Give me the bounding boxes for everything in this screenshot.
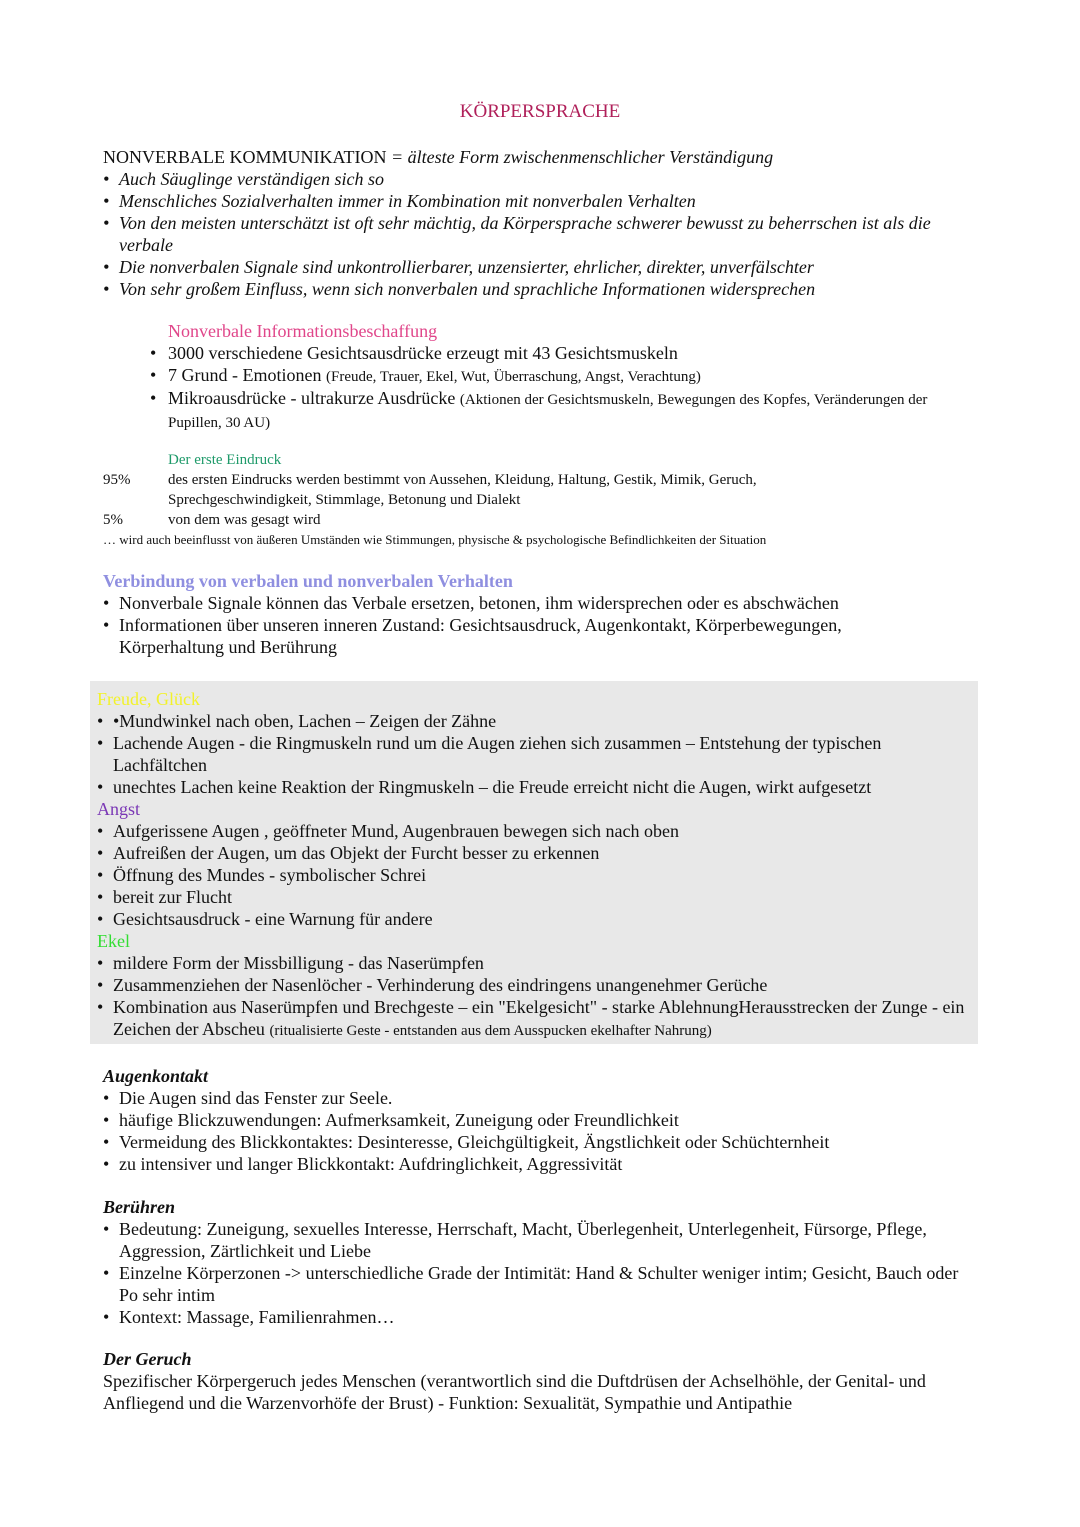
list-item <box>150 388 940 434</box>
info-bullet-main: Mikroausdrücke - ultrakurze Ausdrücke <box>168 388 460 408</box>
list-item: • Bedeutung: Zuneigung, sexuelles Interesse, Herrschaft, Macht, Überlegenheit, Unterlegenheit, Fürsorge, Pflege, Aggression, Zärtlichkeit und Liebe <box>103 1218 979 1262</box>
intro-heading: NONVERBALE KOMMUNIKATION <box>103 147 387 167</box>
list-item: • Einzelne Körperzonen -> unterschiedliche Grade der Intimität: Hand & Schulter weniger intim; Gesicht, Bauch oder Po sehr intim <box>103 1262 979 1306</box>
disgust-last-detail: (ritualisierte Geste - entstanden aus dem Ausspucken ekelhafter Nahrung) <box>269 1023 712 1039</box>
info-heading: Nonverbale Informationsbeschaffung <box>168 321 438 341</box>
percentage: 95% <box>103 472 131 488</box>
list-item: • Nonverbale Signale können das Verbale ersetzen, betonen, ihm widersprechen oder es abschwächen <box>103 592 983 614</box>
verbal-heading: Verbindung von verbalen und nonverbalen Verhalten <box>103 571 513 591</box>
first-impression-text: von dem was gesagt wird <box>168 512 321 528</box>
first-impression-row <box>103 470 1003 490</box>
intro-definition: = älteste Form zwischenmenschlicher Verständigung <box>386 147 774 167</box>
first-impression-section <box>103 450 1003 550</box>
eye-contact-heading: Augenkontakt <box>103 1066 209 1086</box>
list-item: • bereit zur Flucht <box>97 886 972 908</box>
info-bullet-main: 7 Grund - Emotionen <box>168 365 326 385</box>
list-item: • Aufreißen der Augen, um das Objekt der Furcht besser zu erkennen <box>97 842 972 864</box>
info-bullet-detail: (Freude, Trauer, Ekel, Wut, Überraschung, Angst, Verachtung) <box>325 369 701 385</box>
verbal-section <box>103 570 983 658</box>
smell-text: Spezifischer Körpergeruch jedes Menschen (verantwortlich sind die Duftdrüsen der Achselhöhle, der Genital- und Anfliegend und die Warzenvorhöfe der Brust) - Funktion: Sexualität, Sympathie und Antipathie <box>103 1371 926 1413</box>
smell-heading: Der Geruch <box>103 1349 192 1369</box>
list-item <box>97 996 973 1042</box>
list-item <box>150 342 940 364</box>
list-item: • zu intensiver und langer Blickkontakt: Aufdringlichkeit, Aggressivität <box>103 1153 983 1175</box>
list-item: • Von den meisten unterschätzt ist oft sehr mächtig, da Körpersprache schwerer bewusst zu beherrschen ist als die verbale <box>103 212 979 256</box>
emotions-section <box>97 688 972 1042</box>
smell-section <box>103 1348 983 1414</box>
list-item: • Von sehr großem Einfluss, wenn sich nonverbalen und sprachliche Informationen widersprechen <box>103 278 983 300</box>
eye-contact-section <box>103 1065 983 1175</box>
info-bullet-main: 3000 verschiedene Gesichtsausdrücke erzeugt mit 43 Gesichtsmuskeln <box>168 343 678 363</box>
percentage: 5% <box>103 512 123 528</box>
list-item: • Öffnung des Mundes - symbolischer Schrei <box>97 864 972 886</box>
info-section <box>150 320 940 434</box>
first-impression-row <box>103 510 1003 530</box>
list-item: • •Mundwinkel nach oben, Lachen – Zeigen der Zähne <box>97 710 972 732</box>
list-item: • Die Augen sind das Fenster zur Seele. <box>103 1087 983 1109</box>
list-item: • Lachende Augen - die Ringmuskeln rund um die Augen ziehen sich zusammen – Entstehung der typischen Lachfältchen <box>97 732 913 776</box>
list-item: • Auch Säuglinge verständigen sich so <box>103 168 983 190</box>
list-item: • mildere Form der Missbilligung - das Naserümpfen <box>97 952 972 974</box>
list-item: • Kontext: Massage, Familienrahmen… <box>103 1306 983 1328</box>
list-item: • häufige Blickzuwendungen: Aufmerksamkeit, Zuneigung oder Freundlichkeit <box>103 1109 983 1131</box>
page-title: KÖRPERSPRACHE <box>459 101 621 122</box>
list-item: • unechtes Lachen keine Reaktion der Ringmuskeln – die Freude erreicht nicht die Augen, wirkt aufgesetzt <box>97 776 972 798</box>
first-impression-note: … wird auch beeinflusst von äußeren Umständen wie Stimmungen, physische & psychologische Befindlichkeiten der Situation <box>103 532 767 547</box>
list-item <box>150 364 940 388</box>
touch-section <box>103 1196 983 1328</box>
disgust-last-main: Kombination aus Naserümpfen und Brechgeste – ein "Ekelgesicht" - starke AblehnungHerausstrecken der Zunge - ein Zeichen der Abscheu <box>113 997 965 1039</box>
info-bullet-detail: (Aktionen der Gesichtsmuskeln, Bewegungen des Kopfes, Veränderungen der Pupillen, 30 AU) <box>168 392 928 431</box>
fear-heading: Angst <box>97 799 141 819</box>
intro-heading-line <box>103 146 983 168</box>
list-item: • Zusammenziehen der Nasenlöcher - Verhinderung des eindringens unangenehmer Gerüche <box>97 974 972 996</box>
intro-section <box>103 146 983 300</box>
list-item: • Informationen über unseren inneren Zustand: Gesichtsausdruck, Augenkontakt, Körperbewegungen, Körperhaltung und Berührung <box>103 614 939 658</box>
first-impression-text: des ersten Eindrucks werden bestimmt von Aussehen, Kleidung, Haltung, Gestik, Mimik, Geruch, <box>168 472 757 488</box>
joy-heading: Freude, Glück <box>97 689 200 709</box>
first-impression-text-continued: Sprechgeschwindigkeit, Stimmlage, Betonung und Dialekt <box>168 492 521 508</box>
list-item: • Gesichtsausdruck - eine Warnung für andere <box>97 908 972 930</box>
list-item: • Die nonverbalen Signale sind unkontrollierbarer, unzensierter, ehrlicher, direkter, unverfälschter <box>103 256 983 278</box>
list-item: • Aufgerissene Augen , geöffneter Mund, Augenbrauen bewegen sich nach oben <box>97 820 972 842</box>
touch-heading: Berühren <box>103 1197 176 1217</box>
list-item: • Menschliches Sozialverhalten immer in Kombination mit nonverbalen Verhalten <box>103 190 983 212</box>
list-item: • Vermeidung des Blickkontaktes: Desinteresse, Gleichgültigkeit, Ängstlichkeit oder Schüchternheit <box>103 1131 983 1153</box>
first-impression-heading: Der erste Eindruck <box>168 452 282 468</box>
disgust-heading: Ekel <box>97 931 130 951</box>
